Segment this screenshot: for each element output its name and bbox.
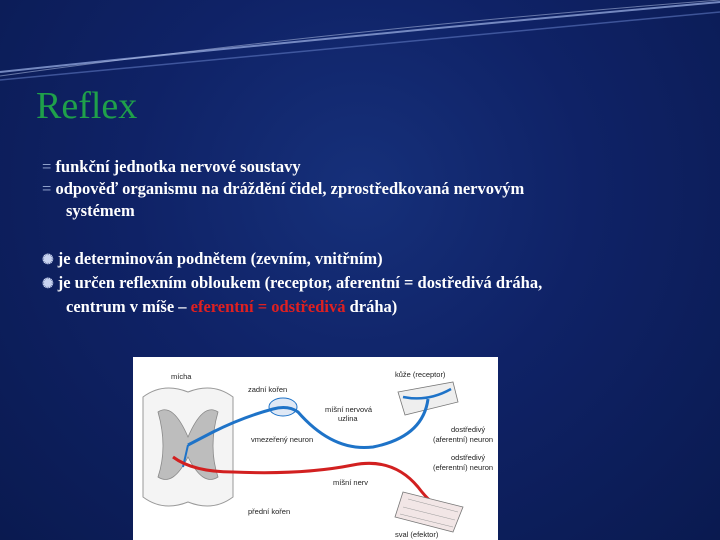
reflex-arc-svg [133, 357, 498, 540]
label-predni-koren: přední kořen [248, 507, 291, 516]
definition-1 [42, 156, 692, 178]
definition-2 [42, 178, 692, 200]
efferent-highlight: eferentní = odstředivá [190, 297, 346, 316]
bullet-2-text: je určen reflexním obloukem (receptor, aferentní = dostředivá dráha, [57, 273, 543, 292]
definition-2-continuation: systémem [66, 201, 135, 220]
definition-2-text: odpověď organismu na dráždění čidel, zprostředkovaná nervovým [55, 179, 525, 198]
label-odstredivy: odstředivý [451, 453, 486, 462]
label-misni-nerv: míšní nerv [333, 478, 369, 487]
bullet-1-text: je determinován podnětem (zevním, vnitřním) [57, 249, 383, 268]
slide-title: Reflex [36, 85, 138, 127]
label-sval: sval (efektor) [395, 530, 439, 539]
skin-receptor [398, 382, 458, 415]
label-uzlina: uzlina [338, 414, 358, 423]
reflex-arc-diagram [133, 357, 498, 540]
equals-prefix: = [42, 179, 56, 198]
label-eferentni-neuron: (eferentní) neuron [433, 463, 494, 472]
bullet-item [42, 272, 692, 296]
label-aferentni-neuron: (aferentní) neuron [433, 435, 494, 444]
bullet-icon: ✺ [42, 277, 54, 292]
bullet-2-line2-end: dráha) [345, 297, 398, 316]
label-vmezereny-neuron: vmezeřený neuron [251, 435, 314, 444]
header-swoosh-decoration [0, 0, 720, 90]
label-micha: mícha [171, 372, 192, 381]
label-misni-nervova: míšní nervová [325, 405, 373, 414]
label-zadni-koren: zadní kořen [248, 385, 288, 394]
bullet-icon: ✺ [42, 253, 54, 268]
bullet-item [42, 248, 692, 272]
slide-body [42, 156, 692, 318]
bullet-2-continuation [42, 296, 692, 318]
equals-prefix: = [42, 157, 56, 176]
bullet-2-line2-start: centrum v míše – [66, 297, 191, 316]
definition-1-text: funkční jednotka nervové soustavy [55, 157, 301, 176]
label-kuze: kůže (receptor) [395, 370, 446, 379]
label-dostredivy: dostředivý [451, 425, 486, 434]
